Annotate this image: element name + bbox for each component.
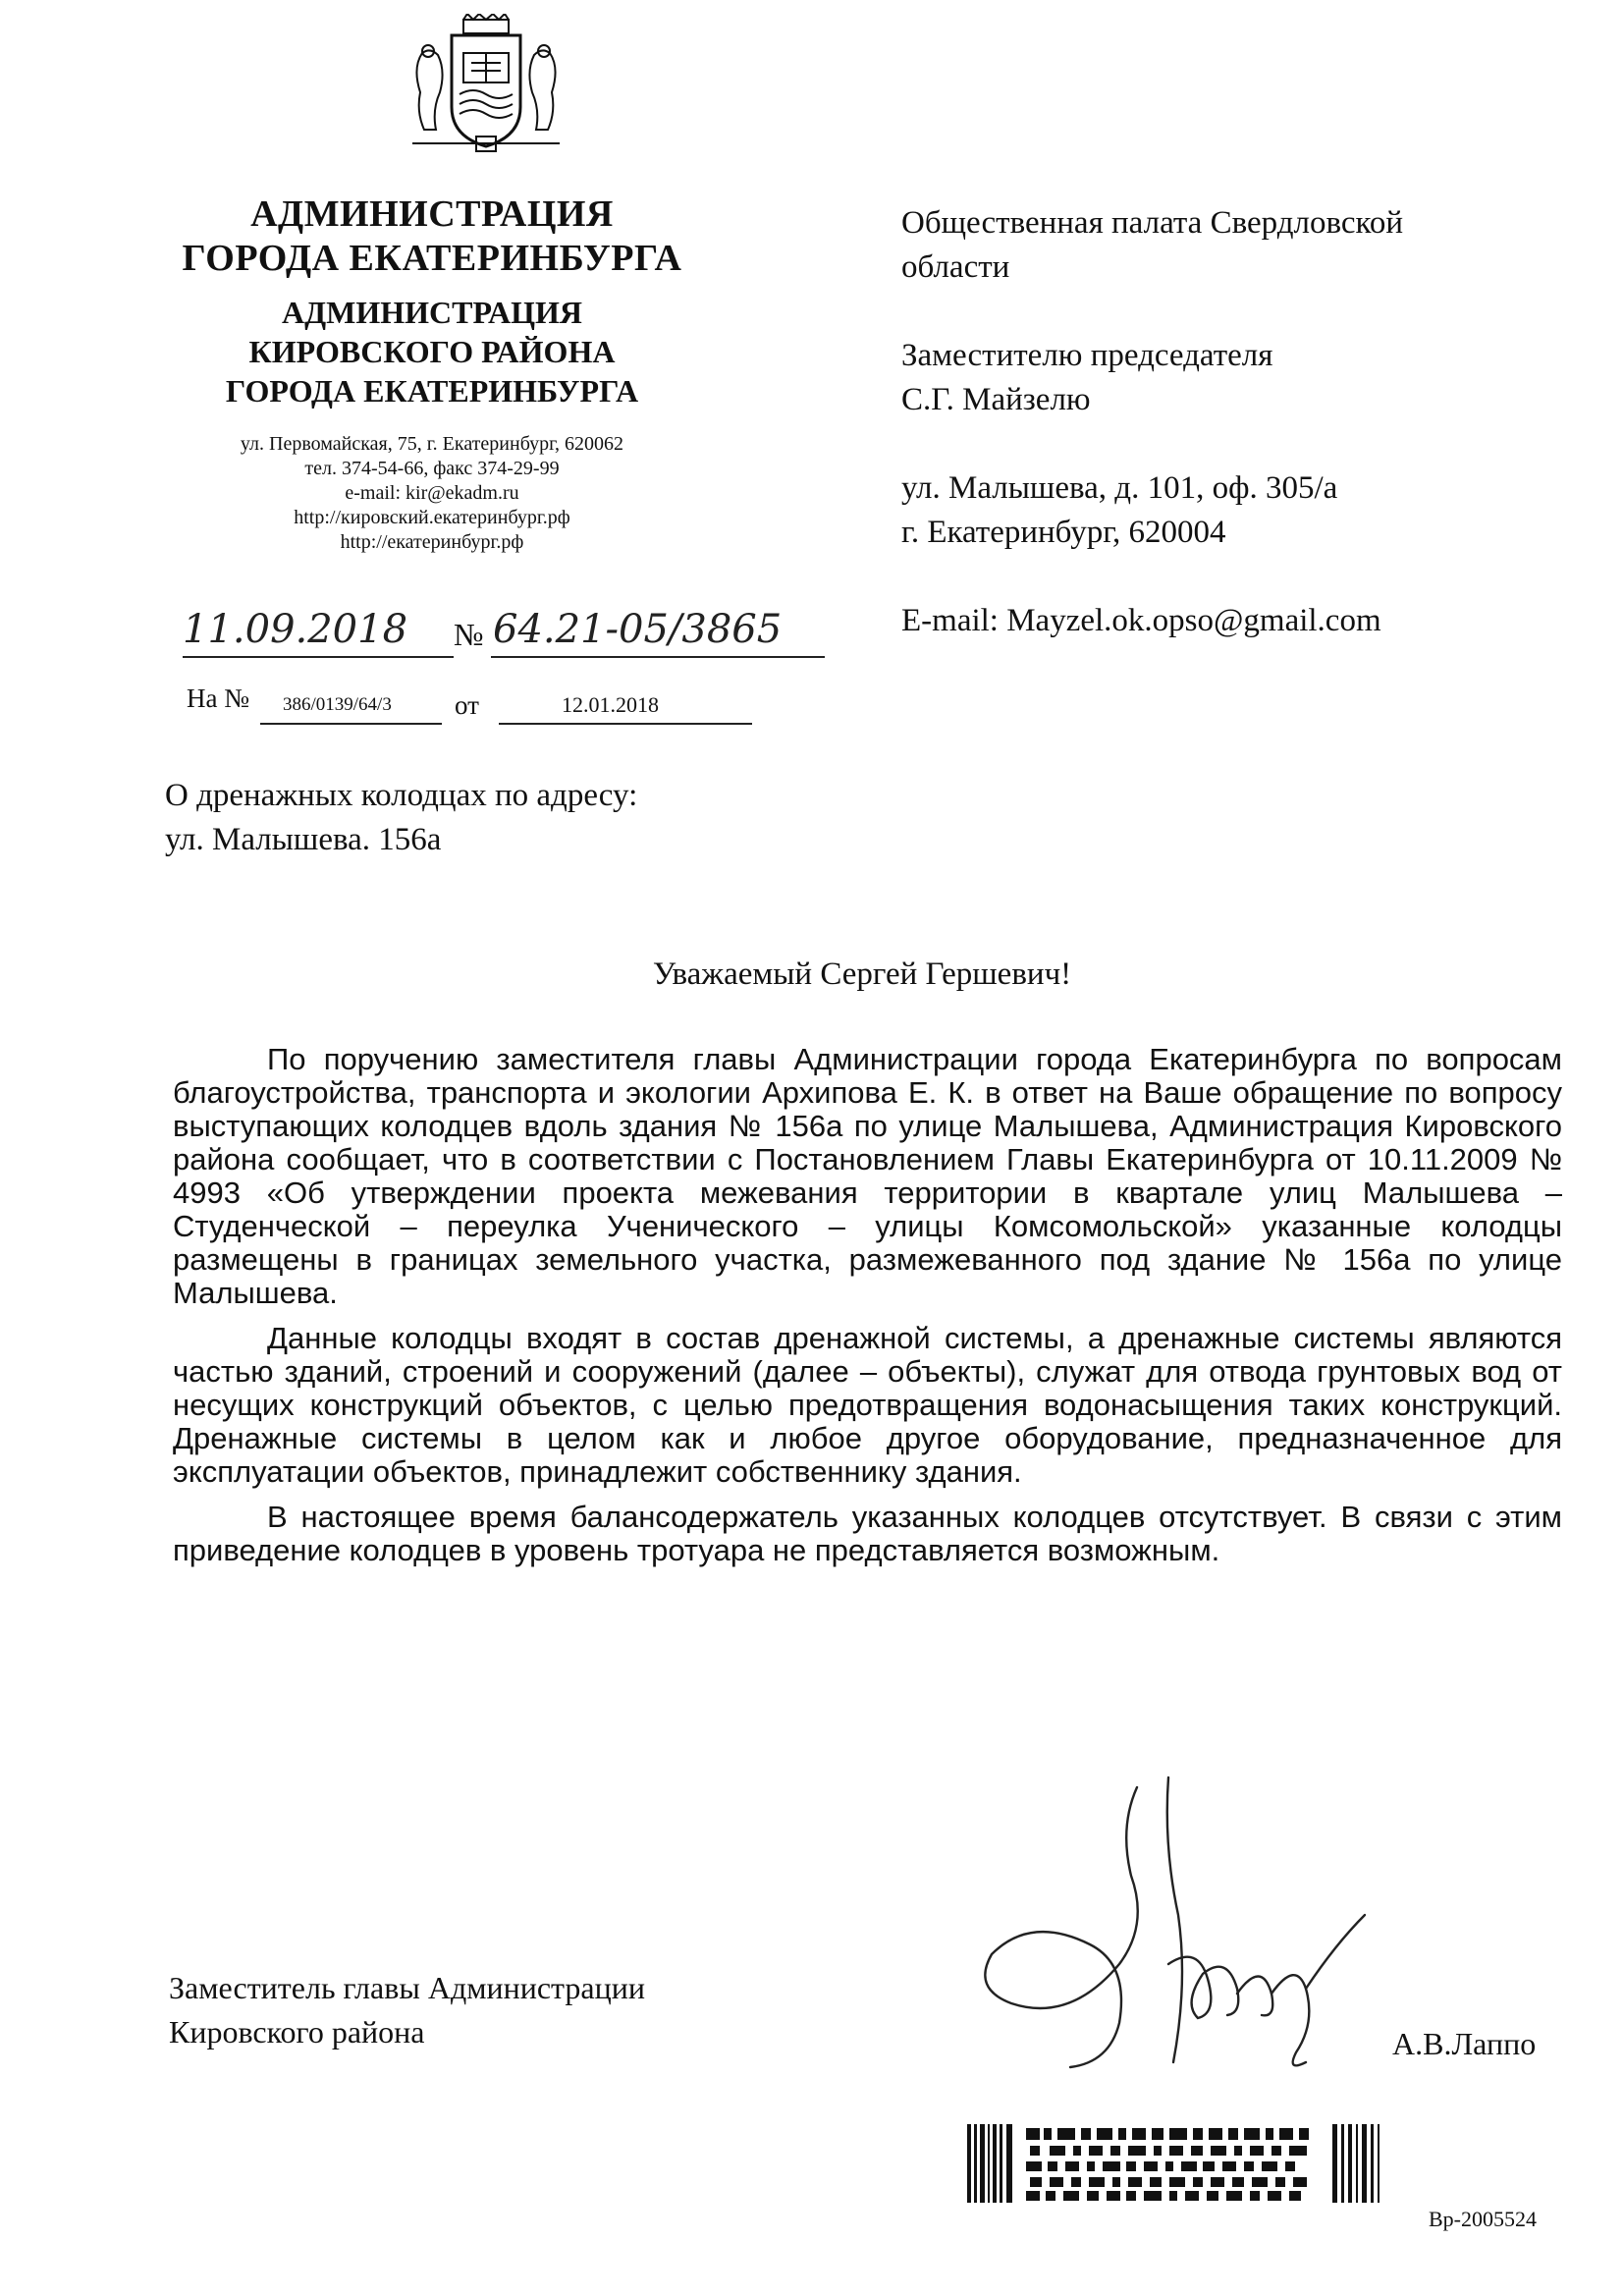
body-paragraph-1: По поручению заместителя главы Администрации города Екатеринбурга по вопросам благоустройства, транспорта и экологии Архипова Е. К. в ответ на Ваше обращение по вопросу выступающих колодцев вдоль здания № 156а по улице Малышева, Администрация Кировского района сообщает, что в соответствии с Постановлением Главы Екатеринбурга от 10.11.2009 № 4993 «Об утверждении проекта межевания территории в квартале улиц Малышева – Студенческой – переулка Ученического – улицы Комсомольской» указанные колодцы размещены в границах земельного участка, размежеванного под здание № 156а по улице Малышева. <box>173 1042 1562 1310</box>
recipient-org-line1: Общественная палата Свердловской <box>901 205 1404 241</box>
handwritten-signature <box>874 1768 1424 2082</box>
letterhead-district-city: ГОРОДА ЕКАТЕРИНБУРГА <box>225 373 639 409</box>
signatory-position <box>169 1966 645 2054</box>
recipient-street: ул. Малышева, д. 101, оф. 305/а <box>901 470 1338 506</box>
barcode-icon <box>967 2124 1419 2203</box>
letterhead-admin-title: АДМИНИСТРАЦИЯ <box>250 193 614 235</box>
reference-number: 386/0139/64/3 <box>283 694 392 715</box>
body-paragraph-3: В настоящее время балансодержатель указанных колодцев отсутствует. В связи с этим приведение колодцев в уровень тротуара не представляется возможным. <box>173 1500 1562 1567</box>
subject-line1: О дренажных колодцах по адресу: <box>165 778 638 813</box>
letterhead-city-title: ГОРОДА ЕКАТЕРИНБУРГА <box>182 238 682 279</box>
recipient-email: E-mail: Mayzel.ok.opso@gmail.com <box>901 603 1381 638</box>
body-paragraph-2: Данные колодцы входят в состав дренажной системы, а дренажные системы являются частью зданий, строений и сооружений (далее – объекты), служат для отвода грунтовых вод от несущих конструкций объектов, с целью предотвращения водонасыщения таких конструкций. Дренажные системы в целом как и любое другое оборудование, предназначенное для эксплуатации объектов, принадлежит собственнику здания. <box>173 1321 1562 1489</box>
salutation: Уважаемый Сергей Гершевич! <box>652 957 1072 992</box>
recipient-org-line2: области <box>901 249 1010 285</box>
letterhead-district-name: КИРОВСКОГО РАЙОНА <box>248 334 616 369</box>
outgoing-number: 64.21-05/3865 <box>493 607 783 652</box>
outgoing-number-underline <box>491 656 825 658</box>
letterhead-district-admin: АДМИНИСТРАЦИЯ <box>282 295 582 330</box>
letterhead-phone: тел. 374-54-66, факс 374-29-99 <box>304 458 560 479</box>
coat-of-arms-icon <box>403 14 569 156</box>
outgoing-date-underline <box>183 656 454 658</box>
recipient-city: г. Екатеринбург, 620004 <box>901 515 1226 550</box>
outgoing-number-sign: № <box>454 617 484 652</box>
letterhead-site-district: http://кировский.екатеринбург.рф <box>294 507 570 528</box>
signatory-position-line2: Кировского района <box>169 2014 425 2050</box>
letterhead-address: ул. Первомайская, 75, г. Екатеринбург, 620062 <box>240 433 624 455</box>
letter-body <box>173 1043 1562 1579</box>
reference-from-label: от <box>455 690 479 720</box>
recipient-name: С.Г. Майзелю <box>901 382 1091 417</box>
letterhead-site-city: http://екатеринбург.рф <box>340 531 524 553</box>
subject-line2: ул. Малышева. 156а <box>165 822 442 857</box>
reference-number-underline <box>260 723 442 725</box>
signatory-name: А.В.Лаппо <box>1392 2026 1537 2061</box>
barcode-id: Вр-2005524 <box>1429 2207 1537 2231</box>
reference-date: 12.01.2018 <box>562 692 659 717</box>
signatory-position-line1: Заместитель главы Администрации <box>169 1970 645 2005</box>
recipient-position: Заместителю председателя <box>901 338 1273 373</box>
letterhead-email: e-mail: kir@ekadm.ru <box>345 482 519 504</box>
reference-date-underline <box>499 723 752 725</box>
reference-label: На № <box>187 683 249 713</box>
outgoing-date: 11.09.2018 <box>183 607 408 652</box>
